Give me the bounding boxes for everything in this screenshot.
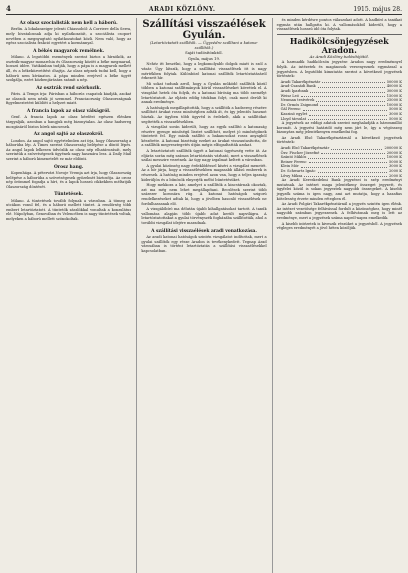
subscriber-name: Arad-Csanádi Bank — [280, 84, 316, 89]
subscriber-name: Dr. Schwartz Ignác — [280, 169, 316, 174]
article-paragraph: A gyulai közönség nagy érdeklődéssel kíséri a vizsgálat menetét. Az a hír járja, hogy a visszaélésekben magasabb állású emberek is részesek. A hatóság minden erejével azon van, hogy a teljes igazság kiderüljön és a bűnösök elnyerjék méltó büntetésüket. — [141, 163, 267, 182]
article-paragraph: A harmadik hadikölcsön jegyzése Aradon nagy eredménnyel folyik. Az intézetek és magánosok versenyeznek egymással a jegyzésben. A legutóbbi kimutatás szerint a következő jegyzések történtek: — [276, 60, 402, 79]
leader-dots — [320, 103, 384, 107]
subscriber-name: Weisz Leó — [280, 93, 299, 98]
article-paragraph: A vizsgálóbíró ma délután újabb kihallgatásokat tartott. A tanúk vallomása alapján több újabb adat került napvilágra. A letartóztatottakat a gyulai törvényszék fogházába szállították, ahol a további vizsgálat idejére maradnak. — [141, 207, 267, 225]
headline: Szállítási visszaélések Gyulán. — [142, 19, 266, 41]
article-paragraph: Az aradi katonai hatóságok szintén vizsgálatot indítottak, mert a gyulai szállítók egy része Aradon is tevékenykedett. Tegnap Arad városában is történt letartóztatás a szállítási visszaélésekkel kapcsolatban. — [141, 234, 267, 253]
dateline: Gyula, május 19. — [187, 55, 221, 61]
leader-dots — [322, 80, 384, 84]
leader-dots — [318, 84, 385, 88]
subscription-amount: 5000 K — [389, 107, 402, 112]
headline-subtitle: Az Aradi Közlöny tudósítójától. — [309, 53, 369, 59]
column-right — [272, 18, 402, 573]
article-title: A francia lapok az olasz válságról. — [26, 108, 111, 114]
leader-dots — [309, 112, 387, 116]
subscriber-name: Gál Ferenc — [280, 107, 301, 112]
article-columns — [6, 18, 402, 573]
article-paragraph: Kopenhága. A pétervári Novoje Vremja azt írja, hogy Olaszország belépése a háborúba a szövetségesek győzelmét biztosítja. Az orosz nép örömmel fogadja a hírt, és a lapok hosszú cikkekben méltatják Olaszország döntését. — [6, 170, 132, 189]
article-paragraph: A hatóságok megállapították, hogy a szállítók a hadsereg részére szállított árukat rossz minőségben adták át, és így jelentős hasznot húztak. Az ügyben több ügyvéd is érdekelt, akik a szállítókat segítették a visszaélésekben. — [141, 105, 267, 124]
column-middle — [136, 18, 266, 573]
page-number: 4 — [6, 4, 11, 13]
subscription-amount: 15000 K — [386, 93, 402, 98]
subscriber-name: Özv. Fischer Józsefné — [280, 150, 320, 155]
leader-dots — [331, 146, 382, 150]
article-paragraph: A kisebb intézetek is kiveszik részüket a jegyzésből. A jegyzések végleges eredményét a jövő héten közöljük. — [276, 221, 402, 231]
article-title: Az osztrák rend szórkozik. — [36, 85, 102, 91]
subscription-amount: 5000 K — [389, 116, 402, 121]
subscriber-name: Aradi Első Takarékpénztár — [280, 146, 330, 151]
headline-subtitle: (Letartóztatott szállítók. — Ügyvédre szálltani a katona-szállítók.) — [150, 40, 258, 50]
subscription-amount: 10000 K — [386, 102, 402, 107]
subscription-amount: 2000 K — [389, 169, 402, 174]
article-title: Tüntetések. — [54, 192, 84, 198]
leader-dots — [301, 94, 385, 98]
subscription-amount: 5000 K — [389, 159, 402, 164]
leader-dots — [316, 98, 384, 102]
subscription-amount: 30000 K — [386, 88, 402, 93]
article-paragraph: A jegyzések az eddigi adatok szerint meghaladják a hárommillió koronát. A jegyzési határidő még nem járt le, így a végösszeg bizonyára még jelentékenyen emelkedni fog. — [276, 121, 402, 135]
subscriber-name: Aradi Takarékpénztár — [280, 79, 321, 84]
subscription-amount: 10000 K — [386, 155, 402, 160]
article-title: Orosz hang. — [53, 164, 84, 170]
article-paragraph: A letartóztatott szállítók ügyét a katonai ügyészség vette át. Az eljárás során még számos letartóztatás várható, mert a visszaélések szálai messzire vezetnek. Az ügy nagy izgalmat keltett a városban. — [141, 149, 267, 163]
subscription-amount: 40000 K — [386, 84, 402, 89]
divider — [277, 34, 402, 35]
subscription-amount: 25000 K — [386, 98, 402, 103]
subscriber-name: Lőwy Miksa — [280, 173, 303, 178]
paper-name: ARADI KÖZLÖNY. — [148, 6, 216, 13]
leader-dots — [308, 117, 387, 121]
leader-dots — [309, 160, 387, 164]
article-paragraph: Az Aradi Kereskedelmi Bank jegyzései is szép eredményt mutatnak. Az intézet maga jelentékeny összeget jegyzett, és ügyfelei közül is sokan jegyeztek nagyobb összegeket. A kisebb jegyzők száma is igen nagy, ami azt mutatja, hogy a hazafias kötelesség érzete minden rétegben él. — [276, 178, 402, 201]
subscription-amount: 200000 K — [384, 146, 402, 151]
subscription-amount: 20000 K — [386, 150, 402, 155]
article-paragraph: London. Az angol sajtó egyértelműen azt írja, hogy Olaszország a háborúba lép. A Times szerint Olaszország belépése a döntő lépés. Az angol lapok lelkesen üdvözlik az olasz nép elhatározását, mely szerintük a szövetségesek ügyének nagy hasznára lesz. A Daily Mail szerint a háború kimenetelét ez már eldönti. — [6, 138, 132, 161]
leader-dots — [301, 164, 387, 168]
article-paragraph: Nehéz itt beszélni, hogy a legkomolyabb dolgok miatt is szól a vásár. Úgy látszik, hogy a szállítási visszaélések itt is nagy mértékben folytak. Különböző katonai szállítók letartóztatásáról érkezett hír. — [141, 62, 267, 81]
article-title: Az olasz szocialisták nem kell a háború. — [19, 21, 118, 26]
subscription-amount: 2000 K — [389, 173, 402, 178]
subscription-amount: 3000 K — [389, 111, 402, 116]
subscriber-name: Szántó Miklós — [280, 155, 307, 160]
leader-dots — [318, 169, 387, 173]
subscription-list — [277, 146, 402, 178]
subscriber-name: Neuman testvérek — [280, 98, 315, 103]
article-paragraph: Az Aradi Polgári Takarékpénztárnál a jegyzés szintén igen élénk. Az intézet vezetősége felhívással fordult a közönséghez, hogy minél nagyobb számban jegyezzenek. A felhívásnak meg is lett az eredménye, mert a jegyzések száma napról-napra emelkedik. — [276, 202, 402, 220]
leader-dots — [321, 151, 384, 155]
issue-date: 1915. május 28. — [353, 6, 402, 13]
article-paragraph: Az Aradi Első Takarékpénztárnál a következő jegyzések történtek: — [276, 135, 402, 145]
subscriber-name: Lloyd társulat — [280, 116, 307, 121]
column-left — [6, 18, 131, 573]
article-title: Az angol sajtó az olaszokról. — [33, 132, 104, 138]
article-paragraph: Berlin. A lokalanzeiger jelenti Chiassoból: A Corriere della Serra, mely hivatalosnak adja ki nyilatkozatát, a szociálista csoport nevében a megnyugtató nyilatkozatokat közli. Nem való, hogy az egész szocialista frakció egyetért a kormánnyal. — [6, 27, 132, 46]
article-title: A békés magyarok remélnek. — [33, 48, 105, 54]
article-paragraph: Genf. A francia lapok az olasz kérdést egészen élénken tárgyalják, azonban a hangjuk még bizonytalan. Az olasz hadsereg mozgásáról biztos hírek nincsenek. — [6, 115, 132, 129]
byline: Saját tudósítónktól. — [185, 50, 223, 56]
subscription-amount: 3000 K — [389, 164, 402, 169]
article-paragraph: Páris. A Temps írja: Párisban a háborús csapatok kiadják, azokat az olaszok nem nézik jó szemmel. Franciaország Olaszországnak figyelmeztetést küldött a helyzet miatt. — [6, 92, 132, 106]
leader-dots — [308, 155, 384, 159]
article-paragraph: és minden kérdésre pontos válaszokat adott. A hadbíró a tanúkat egymás után hallgatta ki. A vallomásokból kiderült, hogy a visszaélések hosszú idő óta folytak. — [276, 18, 402, 32]
subscriber-name: Dr. Ormós Zsigmond — [280, 102, 319, 107]
headline: Hadikölcsönjegyzések Aradon. — [289, 35, 389, 55]
article-paragraph: Milano. A tüntetések tovább folynak a városban. A tömeg az utcákon vonul fel, és a háború mellett tüntet. A rendőrség több embert letartóztatott. A tüntetők zászlókkal vonultak a konzulátus elé. Nápolyban, Genovában és Velencében is nagy tüntetések voltak, melyeken a háború mellett szónokoltak. — [6, 198, 132, 222]
article-paragraph: A vizsgálat során kiderült, hogy az egyik szállító a katonaság részére gyenge minőségű lisztet szállított, melyet jó minőségűnek tüntetett fel. Egy másik szállító a bakancsokat rossz anyagból készítette. A katonai bizottság ezeket az árukat visszautasította, de a szállítók megvesztegetés útján mégis elfogadtatták azokat. — [141, 125, 267, 148]
subscription-list — [277, 80, 402, 121]
article-paragraph: Milano. A legutóbbi események szerint biztos a hírnökök, az osztrák-magyar monarchia és Olaszország között a béke megmarad, hosszú időre. Vatikánban tudják, hogy a pápa is a magyarok mellett áll, és a békeközvetítést óhajtja. Az olasz népnek tudni kell, hogy a háború nem kívánatos. A pápa minden erejével a béke ügyét szolgálja, ezért közbenjárására számít a nép. — [6, 55, 132, 83]
subscriber-name: Klein Mór — [280, 164, 299, 169]
masthead — [6, 4, 402, 15]
leader-dots — [303, 107, 387, 111]
article-paragraph: Hogy mekkora a kár, amelyet a szállítók a kincstárnak okoztak, azt ma még nem lehet megállapítani. Becslések szerint több százezer koronára rúg. A katonai hatóságok szigorú rendelkezéseket adtak ki, hogy a jövőben hasonló visszaélések ne fordulhassanak elő. — [141, 183, 267, 206]
subscription-amount: 50000 K — [386, 79, 402, 84]
subscriber-name: Reiner Ferenc — [280, 159, 307, 164]
leader-dots — [304, 174, 387, 178]
article-title: A szállítási visszaélések aradi vonatkozása. — [151, 228, 257, 234]
leader-dots — [310, 89, 384, 93]
subscriber-name: Kaszinó egylet — [280, 111, 308, 116]
article-paragraph: Mi sokat tudunk arról, hogy a Gyulán működő szállítók közül többen a katonai szállítmányok körül visszaéléseket követtek el. A vizsgálat hetek óta folyik, és a katonai bíróság ma több személyt letartóztatott. Az eljárás eddig titokban folyt, csak most derült ki annak eredménye. — [141, 81, 267, 105]
subscriber-name: Aradi Iparbank — [280, 88, 309, 93]
